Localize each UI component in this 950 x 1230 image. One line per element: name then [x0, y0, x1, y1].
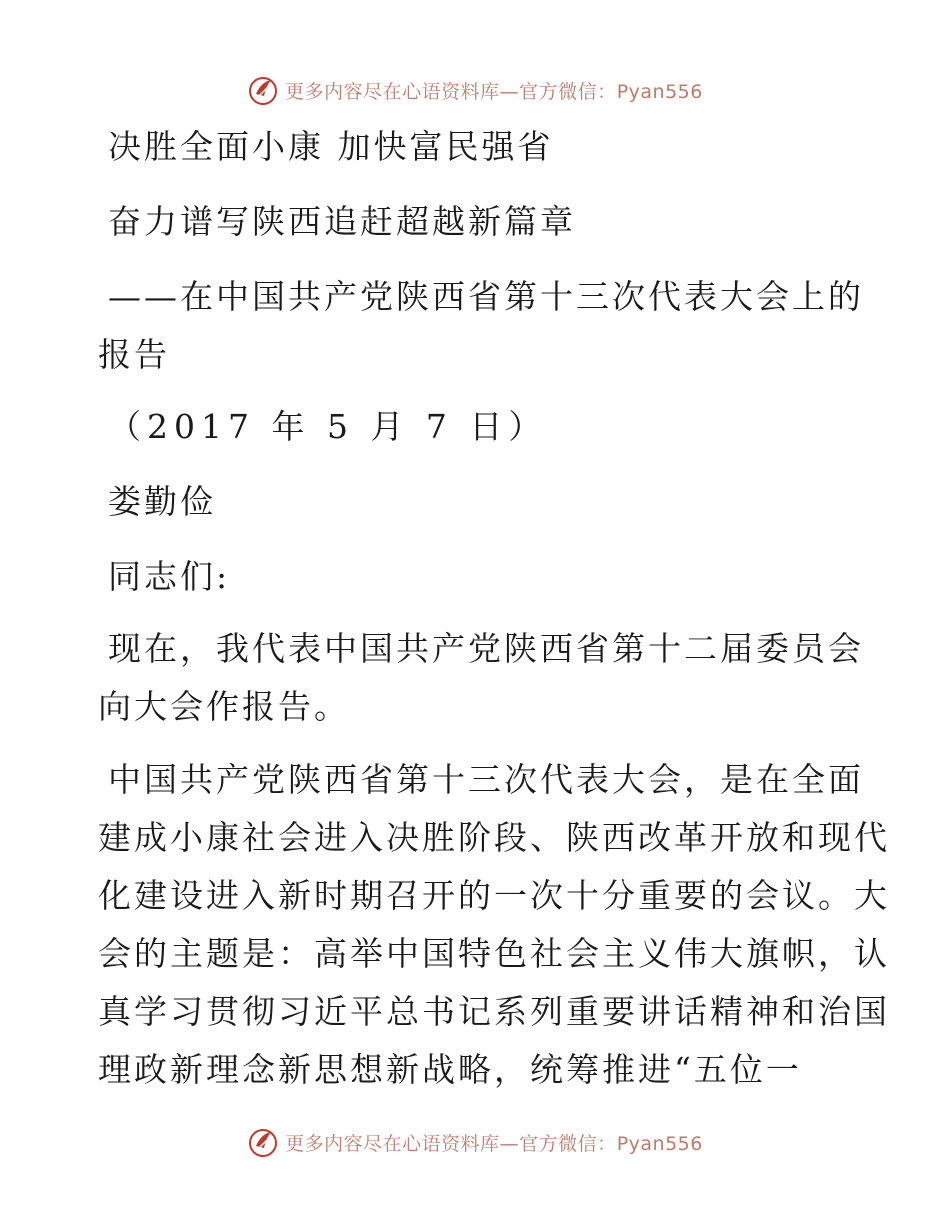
report-date: （2017 年 5 月 7 日）	[108, 407, 548, 446]
paragraph-2-line-1: 中国共产党陕西省第十三次代表大会，是在全面	[108, 760, 864, 799]
watermark-site-name: 更多内容尽在心语资料库	[285, 80, 500, 103]
paragraph-1-line-1: 现在，我代表中国共产党陕西省第十二届委员会	[108, 629, 864, 668]
watermark-wechat-id: Pyan556	[616, 80, 703, 103]
paragraph-1-line-2: 向大会作报告。	[98, 687, 350, 726]
logo-icon	[247, 1126, 279, 1158]
paragraph-2-line-6: 理政新理念新思想新战略，统筹推进“五位一	[98, 1050, 802, 1089]
paragraph-2-line-4: 会的主题是：高举中国特色社会主义伟大旗帜，认	[98, 934, 890, 973]
watermark-text	[285, 1129, 703, 1156]
paragraph-2-line-3: 化建设进入新时期召开的一次十分重要的会议。大	[98, 876, 890, 915]
watermark-banner-bottom	[0, 1122, 950, 1162]
subtitle-line-1: ——在中国共产党陕西省第十三次代表大会上的	[108, 277, 864, 316]
salutation: 同志们:	[108, 557, 231, 596]
watermark-dash: —	[499, 1132, 520, 1155]
watermark-wechat-label: 官方微信：	[519, 1132, 617, 1155]
watermark-dash: —	[499, 80, 520, 103]
title-line-1: 决胜全面小康 加快富民强省	[108, 127, 554, 166]
title-line-2: 奋力谱写陕西追赶超越新篇章	[108, 202, 576, 241]
watermark-wechat-label: 官方微信：	[519, 80, 617, 103]
paragraph-2-line-2: 建成小康社会进入决胜阶段、陕西改革开放和现代	[98, 818, 890, 857]
subtitle-line-2: 报告	[98, 335, 170, 374]
author-name: 娄勤俭	[108, 482, 216, 521]
watermark-wechat-id: Pyan556	[616, 1132, 703, 1155]
paragraph-2-line-5: 真学习贯彻习近平总书记系列重要讲话精神和治国	[98, 992, 890, 1031]
watermark-site-name: 更多内容尽在心语资料库	[285, 1132, 500, 1155]
